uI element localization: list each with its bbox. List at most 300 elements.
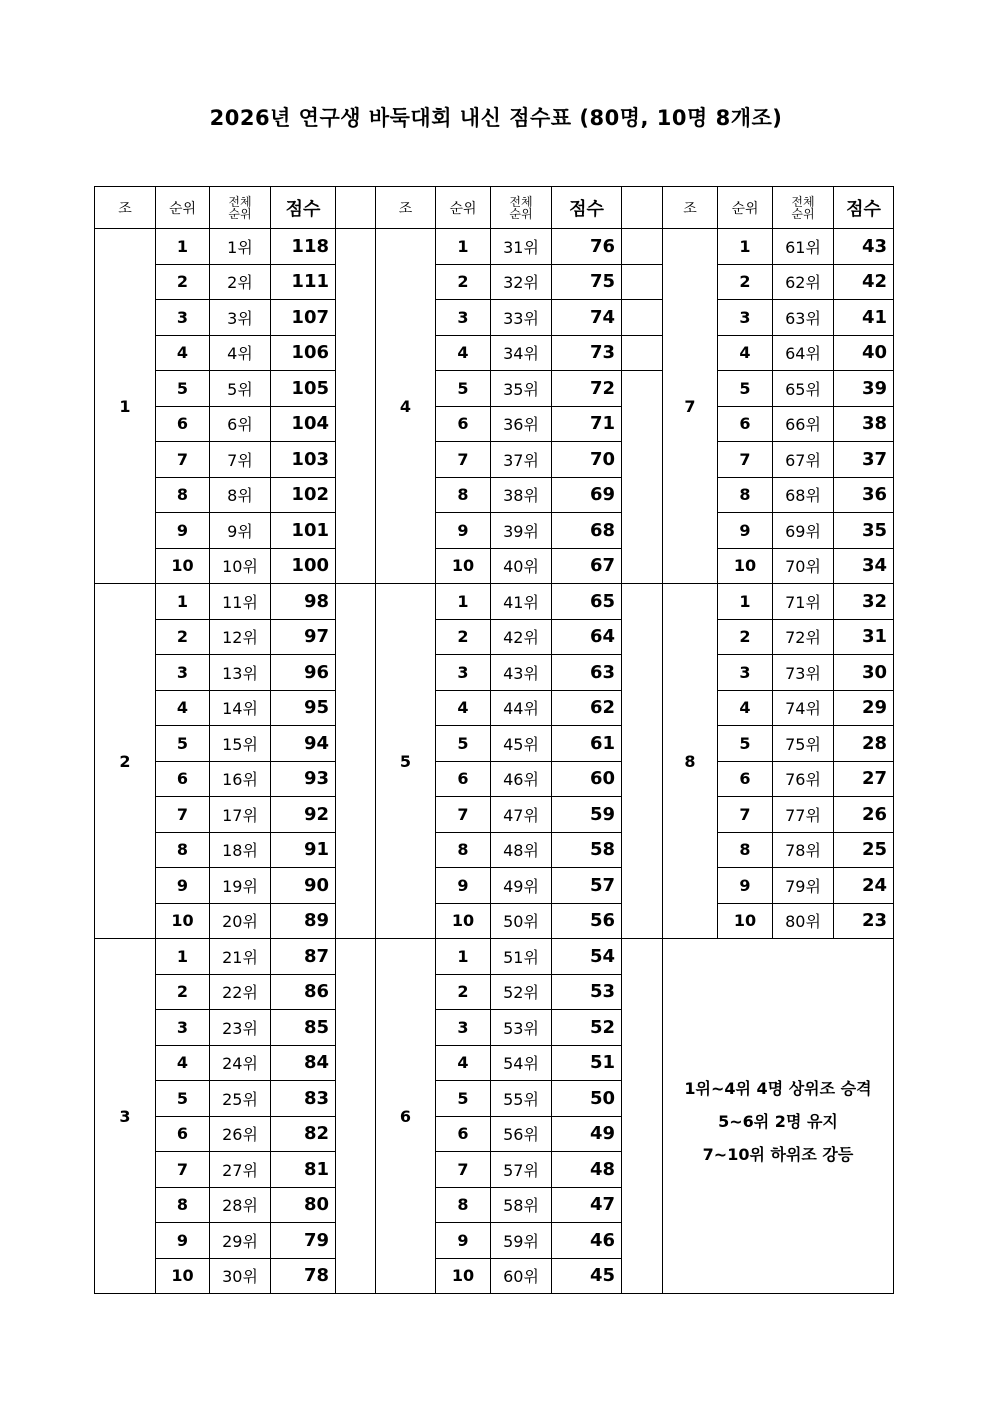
rank-cell: 3 [718,655,773,691]
overall-rank-cell: 69위 [773,513,834,549]
table-row [95,939,894,975]
score-cell: 85 [271,1010,336,1046]
score-cell: 39 [834,371,894,407]
overall-rank-cell: 39위 [491,513,552,549]
header-overall-rank [210,187,271,229]
rank-cell: 4 [436,335,491,371]
overall-rank-cell: 44위 [491,690,552,726]
overall-rank-cell: 47위 [491,797,552,833]
score-cell: 37 [834,442,894,478]
table-row [95,690,894,726]
score-cell: 100 [271,548,336,584]
score-cell: 96 [271,655,336,691]
overall-rank-cell: 10위 [210,548,271,584]
score-cell: 54 [552,939,622,975]
overall-rank-cell: 50위 [491,903,552,939]
spacer-cell [336,229,376,584]
score-cell: 81 [271,1152,336,1188]
rank-cell: 10 [718,903,773,939]
overall-rank-cell: 1위 [210,229,271,265]
header-score: 점수 [271,187,336,229]
rank-cell: 5 [718,371,773,407]
score-cell: 61 [552,726,622,762]
table-row [95,229,894,265]
score-cell: 102 [271,477,336,513]
group-label: 7 [663,229,718,584]
overall-rank-cell: 34위 [491,335,552,371]
rank-cell: 4 [718,690,773,726]
overall-rank-cell: 4위 [210,335,271,371]
overall-rank-cell: 2위 [210,264,271,300]
overall-rank-cell: 25위 [210,1081,271,1117]
score-cell: 79 [271,1223,336,1259]
overall-rank-cell: 61위 [773,229,834,265]
header-group: 조 [663,187,718,229]
overall-rank-cell: 73위 [773,655,834,691]
rank-cell: 7 [436,1152,491,1188]
rank-cell: 10 [436,1258,491,1294]
group-label: 1 [95,229,156,584]
spacer-cell [622,229,663,265]
overall-rank-cell: 28위 [210,1187,271,1223]
spacer-cell [336,187,376,229]
overall-rank-cell: 52위 [491,974,552,1010]
overall-rank-cell: 6위 [210,406,271,442]
score-cell: 24 [834,868,894,904]
overall-rank-cell: 60위 [491,1258,552,1294]
rank-cell: 6 [436,1116,491,1152]
rank-cell: 4 [436,1045,491,1081]
score-cell: 91 [271,832,336,868]
score-cell: 48 [552,1152,622,1188]
overall-rank-cell: 16위 [210,761,271,797]
overall-rank-cell: 56위 [491,1116,552,1152]
header-group: 조 [376,187,436,229]
rank-cell: 10 [436,548,491,584]
rank-cell: 2 [436,619,491,655]
table-row [95,548,894,584]
table-row [95,371,894,407]
score-table [94,186,894,1294]
overall-rank-cell: 11위 [210,584,271,620]
score-cell: 32 [834,584,894,620]
rank-cell: 8 [436,1187,491,1223]
overall-rank-cell: 24위 [210,1045,271,1081]
overall-rank-cell: 8위 [210,477,271,513]
rank-cell: 4 [156,690,210,726]
score-cell: 78 [271,1258,336,1294]
rank-cell: 9 [436,868,491,904]
note-line: 1위~4위 4명 상위조 승격 [684,1078,872,1098]
score-cell: 67 [552,548,622,584]
rank-cell: 8 [718,477,773,513]
table-row [95,406,894,442]
score-cell: 89 [271,903,336,939]
score-cell: 27 [834,761,894,797]
overall-rank-cell: 49위 [491,868,552,904]
overall-rank-cell: 37위 [491,442,552,478]
overall-rank-cell: 30위 [210,1258,271,1294]
overall-rank-cell: 17위 [210,797,271,833]
overall-rank-cell: 12위 [210,619,271,655]
overall-rank-cell: 31위 [491,229,552,265]
group-label: 6 [376,939,436,1294]
table-row [95,726,894,762]
rank-cell: 6 [718,761,773,797]
overall-rank-cell: 29위 [210,1223,271,1259]
rank-cell: 7 [156,442,210,478]
rank-cell: 8 [436,477,491,513]
rank-cell: 10 [436,903,491,939]
rank-cell: 6 [156,761,210,797]
rank-cell: 10 [156,903,210,939]
score-cell: 52 [552,1010,622,1046]
rank-cell: 7 [718,797,773,833]
rank-cell: 1 [436,939,491,975]
header-rank: 순위 [156,187,210,229]
table-row [95,584,894,620]
rank-cell: 10 [156,1258,210,1294]
overall-rank-cell: 64위 [773,335,834,371]
score-cell: 59 [552,797,622,833]
score-cell: 83 [271,1081,336,1117]
score-cell: 26 [834,797,894,833]
overall-rank-cell: 41위 [491,584,552,620]
rank-cell: 2 [156,264,210,300]
score-cell: 84 [271,1045,336,1081]
header-overall-rank [491,187,552,229]
score-cell: 28 [834,726,894,762]
overall-rank-cell: 78위 [773,832,834,868]
rank-cell: 2 [718,619,773,655]
score-cell: 69 [552,477,622,513]
table-row [95,655,894,691]
spacer-cell [622,300,663,336]
score-cell: 49 [552,1116,622,1152]
table-row [95,619,894,655]
score-cell: 50 [552,1081,622,1117]
overall-rank-cell: 54위 [491,1045,552,1081]
spacer-cell [622,371,663,584]
rank-cell: 4 [718,335,773,371]
table-row [95,513,894,549]
spacer-cell [336,584,376,939]
overall-rank-cell: 58위 [491,1187,552,1223]
table-row [95,335,894,371]
score-cell: 73 [552,335,622,371]
score-cell: 92 [271,797,336,833]
score-cell: 63 [552,655,622,691]
group-label: 2 [95,584,156,939]
rank-cell: 3 [436,1010,491,1046]
overall-rank-cell: 68위 [773,477,834,513]
rank-cell: 9 [718,868,773,904]
overall-rank-cell: 66위 [773,406,834,442]
score-cell: 93 [271,761,336,797]
rank-cell: 8 [436,832,491,868]
rank-cell: 5 [156,371,210,407]
rank-cell: 4 [156,1045,210,1081]
rank-cell: 2 [436,974,491,1010]
rank-cell: 9 [718,513,773,549]
spacer-cell [622,335,663,371]
score-cell: 111 [271,264,336,300]
spacer-cell [622,939,663,1294]
overall-rank-cell: 48위 [491,832,552,868]
table-row [95,797,894,833]
overall-rank-cell: 20위 [210,903,271,939]
overall-rank-cell: 13위 [210,655,271,691]
rank-cell: 2 [156,619,210,655]
score-cell: 76 [552,229,622,265]
page-title: 2026년 연구생 바둑대회 내신 점수표 (80명, 10명 8개조) [209,106,783,130]
score-cell: 65 [552,584,622,620]
spacer-cell [622,187,663,229]
rank-cell: 3 [156,300,210,336]
rank-cell: 3 [718,300,773,336]
rank-cell: 2 [436,264,491,300]
header-score: 점수 [552,187,622,229]
group-label: 3 [95,939,156,1294]
overall-rank-cell: 19위 [210,868,271,904]
table-row [95,300,894,336]
rank-cell: 1 [436,584,491,620]
overall-rank-cell: 80위 [773,903,834,939]
header-overall-bottom: 순위 [509,206,533,221]
rank-cell: 9 [156,1223,210,1259]
rank-cell: 1 [436,229,491,265]
overall-rank-cell: 74위 [773,690,834,726]
score-cell: 68 [552,513,622,549]
header-overall-top: 전체 [791,194,815,209]
score-cell: 40 [834,335,894,371]
overall-rank-cell: 62위 [773,264,834,300]
overall-rank-cell: 67위 [773,442,834,478]
overall-rank-cell: 3위 [210,300,271,336]
score-cell: 90 [271,868,336,904]
table-row [95,868,894,904]
score-cell: 29 [834,690,894,726]
overall-rank-cell: 26위 [210,1116,271,1152]
score-cell: 107 [271,300,336,336]
rank-cell: 9 [436,1223,491,1259]
overall-rank-cell: 57위 [491,1152,552,1188]
overall-rank-cell: 55위 [491,1081,552,1117]
rank-cell: 2 [156,974,210,1010]
score-cell: 41 [834,300,894,336]
score-cell: 95 [271,690,336,726]
score-cell: 47 [552,1187,622,1223]
rank-cell: 6 [156,406,210,442]
notes-cell [663,939,894,1294]
rank-cell: 3 [156,655,210,691]
header-overall-rank [773,187,834,229]
rank-cell: 6 [156,1116,210,1152]
overall-rank-cell: 27위 [210,1152,271,1188]
score-cell: 38 [834,406,894,442]
overall-rank-cell: 43위 [491,655,552,691]
table-row [95,477,894,513]
score-cell: 25 [834,832,894,868]
header-overall-top: 전체 [509,194,533,209]
rank-cell: 8 [156,1187,210,1223]
rank-cell: 10 [156,548,210,584]
score-cell: 35 [834,513,894,549]
rank-cell: 7 [156,1152,210,1188]
rank-cell: 9 [436,513,491,549]
overall-rank-cell: 65위 [773,371,834,407]
overall-rank-cell: 35위 [491,371,552,407]
overall-rank-cell: 70위 [773,548,834,584]
rank-cell: 1 [718,584,773,620]
score-cell: 36 [834,477,894,513]
score-cell: 56 [552,903,622,939]
score-cell: 80 [271,1187,336,1223]
header-overall-bottom: 순위 [228,206,252,221]
rank-cell: 4 [156,335,210,371]
score-cell: 31 [834,619,894,655]
rank-cell: 1 [718,229,773,265]
overall-rank-cell: 36위 [491,406,552,442]
overall-rank-cell: 77위 [773,797,834,833]
score-cell: 106 [271,335,336,371]
overall-rank-cell: 71위 [773,584,834,620]
header-overall-top: 전체 [228,194,252,209]
rank-cell: 5 [436,371,491,407]
rank-cell: 5 [718,726,773,762]
score-cell: 101 [271,513,336,549]
table-row [95,832,894,868]
overall-rank-cell: 59위 [491,1223,552,1259]
score-cell: 118 [271,229,336,265]
score-cell: 42 [834,264,894,300]
score-cell: 75 [552,264,622,300]
table-row [95,264,894,300]
header-rank: 순위 [436,187,491,229]
group-label: 5 [376,584,436,939]
rank-cell: 6 [718,406,773,442]
rank-cell: 5 [436,726,491,762]
spacer-cell [622,264,663,300]
overall-rank-cell: 22위 [210,974,271,1010]
overall-rank-cell: 21위 [210,939,271,975]
rank-cell: 5 [156,1081,210,1117]
score-cell: 70 [552,442,622,478]
header-rank: 순위 [718,187,773,229]
score-cell: 82 [271,1116,336,1152]
overall-rank-cell: 15위 [210,726,271,762]
rank-cell: 7 [718,442,773,478]
rank-cell: 5 [156,726,210,762]
score-cell: 51 [552,1045,622,1081]
rank-cell: 8 [156,477,210,513]
spacer-cell [622,584,663,939]
score-cell: 57 [552,868,622,904]
header-score: 점수 [834,187,894,229]
overall-rank-cell: 7위 [210,442,271,478]
overall-rank-cell: 23위 [210,1010,271,1046]
rank-cell: 2 [718,264,773,300]
overall-rank-cell: 46위 [491,761,552,797]
header-overall-bottom: 순위 [791,206,815,221]
overall-rank-cell: 75위 [773,726,834,762]
rank-cell: 8 [718,832,773,868]
score-cell: 74 [552,300,622,336]
rank-cell: 7 [436,442,491,478]
overall-rank-cell: 40위 [491,548,552,584]
score-cell: 97 [271,619,336,655]
score-cell: 104 [271,406,336,442]
score-cell: 45 [552,1258,622,1294]
rank-cell: 7 [436,797,491,833]
group-label: 4 [376,229,436,584]
overall-rank-cell: 18위 [210,832,271,868]
rank-cell: 1 [156,584,210,620]
score-cell: 105 [271,371,336,407]
table-row [95,442,894,478]
overall-rank-cell: 76위 [773,761,834,797]
score-cell: 62 [552,690,622,726]
rank-cell: 6 [436,761,491,797]
score-cell: 58 [552,832,622,868]
overall-rank-cell: 51위 [491,939,552,975]
score-cell: 23 [834,903,894,939]
header-group: 조 [95,187,156,229]
rank-cell: 9 [156,513,210,549]
header-row [95,187,894,229]
note-line: 5~6위 2명 유지 [718,1111,838,1131]
overall-rank-cell: 42위 [491,619,552,655]
score-cell: 103 [271,442,336,478]
rank-cell: 8 [156,832,210,868]
overall-rank-cell: 32위 [491,264,552,300]
rank-cell: 3 [156,1010,210,1046]
rank-cell: 4 [436,690,491,726]
score-cell: 86 [271,974,336,1010]
score-cell: 46 [552,1223,622,1259]
score-cell: 53 [552,974,622,1010]
score-cell: 34 [834,548,894,584]
overall-rank-cell: 63위 [773,300,834,336]
overall-rank-cell: 14위 [210,690,271,726]
rank-cell: 3 [436,300,491,336]
rank-cell: 6 [436,406,491,442]
overall-rank-cell: 79위 [773,868,834,904]
rank-cell: 9 [156,868,210,904]
rank-cell: 10 [718,548,773,584]
rank-cell: 1 [156,939,210,975]
note-line: 7~10위 하위조 강등 [702,1144,854,1164]
overall-rank-cell: 53위 [491,1010,552,1046]
rank-cell: 3 [436,655,491,691]
score-cell: 87 [271,939,336,975]
overall-rank-cell: 33위 [491,300,552,336]
overall-rank-cell: 9위 [210,513,271,549]
overall-rank-cell: 38위 [491,477,552,513]
score-cell: 30 [834,655,894,691]
overall-rank-cell: 5위 [210,371,271,407]
score-cell: 94 [271,726,336,762]
score-cell: 72 [552,371,622,407]
rank-cell: 5 [436,1081,491,1117]
spacer-cell [336,939,376,1294]
table-row [95,903,894,939]
score-cell: 71 [552,406,622,442]
rank-cell: 7 [156,797,210,833]
overall-rank-cell: 72위 [773,619,834,655]
score-cell: 64 [552,619,622,655]
table-row [95,761,894,797]
